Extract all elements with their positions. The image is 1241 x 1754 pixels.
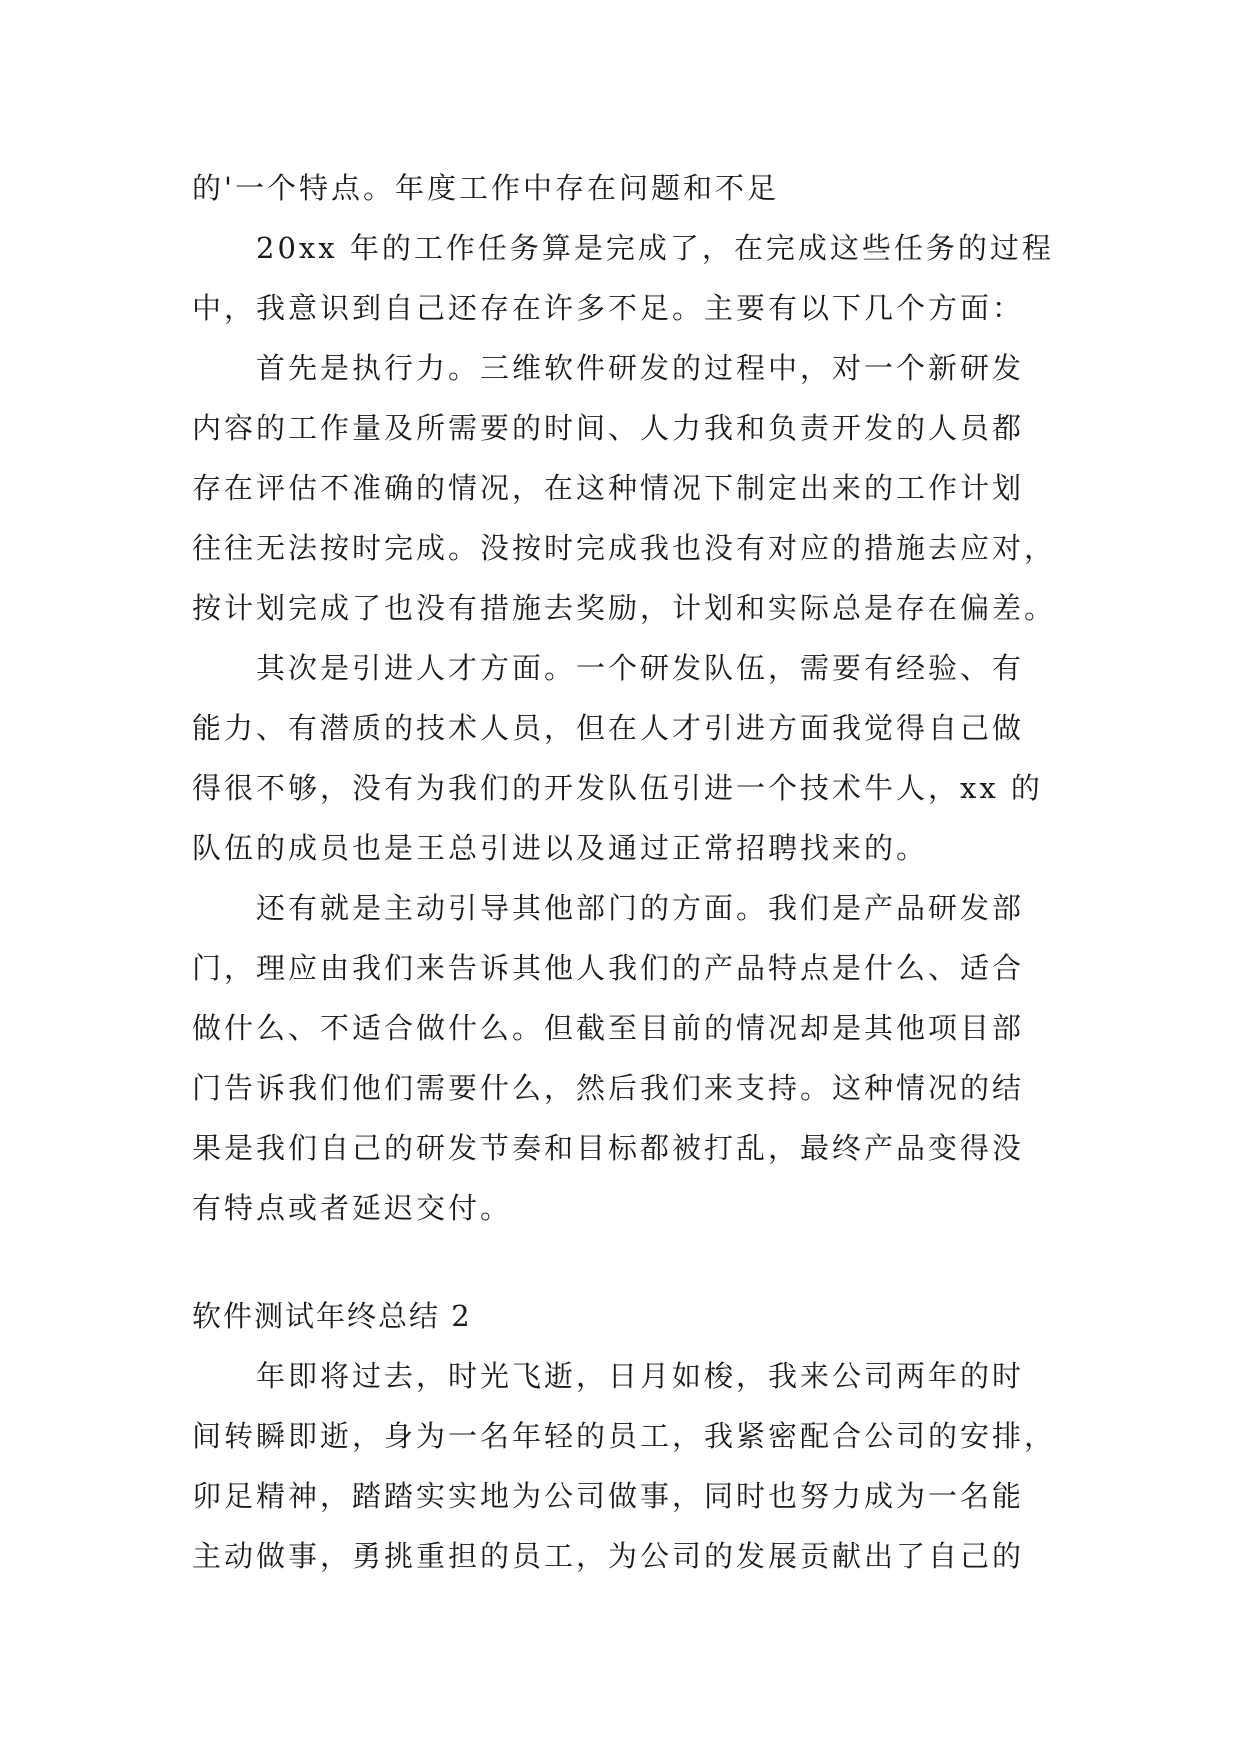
text-line: 门，理应由我们来告诉其他人我们的产品特点是什么、适合 (192, 951, 1025, 985)
text-line: 主动做事，勇挑重担的员工，为公司的发展贡献出了自己的 (192, 1539, 1025, 1573)
text-line: 能力、有潜质的技术人员，但在人才引进方面我觉得自己做 (192, 711, 1025, 745)
text-line: 做什么、不适合做什么。但截至目前的情况却是其他项目部 (192, 1011, 1025, 1045)
text-line: 间转瞬即逝，身为一名年轻的员工，我紧密配合公司的安排， (192, 1419, 1057, 1453)
paragraph-first-line: 其次是引进人才方面。一个研发队伍，需要有经验、有 (256, 651, 1025, 685)
paragraph-first-line: 首先是执行力。三维软件研发的过程中，对一个新研发 (256, 351, 1025, 385)
text-line: 存在评估不准确的情况，在这种情况下制定出来的工作计划 (192, 471, 1025, 505)
section-heading: 软件测试年终总结 2 (192, 1299, 472, 1333)
text-line: 得很不够，没有为我们的开发队伍引进一个技术牛人，xx 的 (192, 771, 1043, 805)
text-line: 卯足精神，踏踏实实地为公司做事，同时也努力成为一名能 (192, 1479, 1025, 1513)
text-line: 门告诉我们他们需要什么，然后我们来支持。这种情况的结 (192, 1071, 1025, 1105)
text-line: 按计划完成了也没有措施去奖励，计划和实际总是存在偏差。 (192, 591, 1057, 625)
text-line: 中，我意识到自己还存在许多不足。主要有以下几个方面： (192, 291, 1025, 325)
text-line: 有特点或者延迟交付。 (192, 1191, 513, 1225)
text-line: 内容的工作量及所需要的时间、人力我和负责开发的人员都 (192, 411, 1025, 445)
text-line: 队伍的成员也是王总引进以及通过正常招聘找来的。 (192, 831, 929, 865)
section-spacer (192, 1238, 1052, 1286)
paragraph-first-line: 还有就是主动引导其他部门的方面。我们是产品研发部 (256, 891, 1025, 925)
paragraph-first-line: 20xx 年的工作任务算是完成了，在完成这些任务的过程 (256, 231, 1054, 265)
paragraph-first-line: 年即将过去，时光飞逝，日月如梭，我来公司两年的时 (256, 1359, 1025, 1393)
document-body (192, 158, 1057, 1586)
text-line: 的'一个特点。年度工作中存在问题和不足 (192, 171, 779, 205)
text-line: 往往无法按时完成。没按时完成我也没有对应的措施去应对， (192, 531, 1057, 565)
text-line: 果是我们自己的研发节奏和目标都被打乱，最终产品变得没 (192, 1131, 1025, 1165)
